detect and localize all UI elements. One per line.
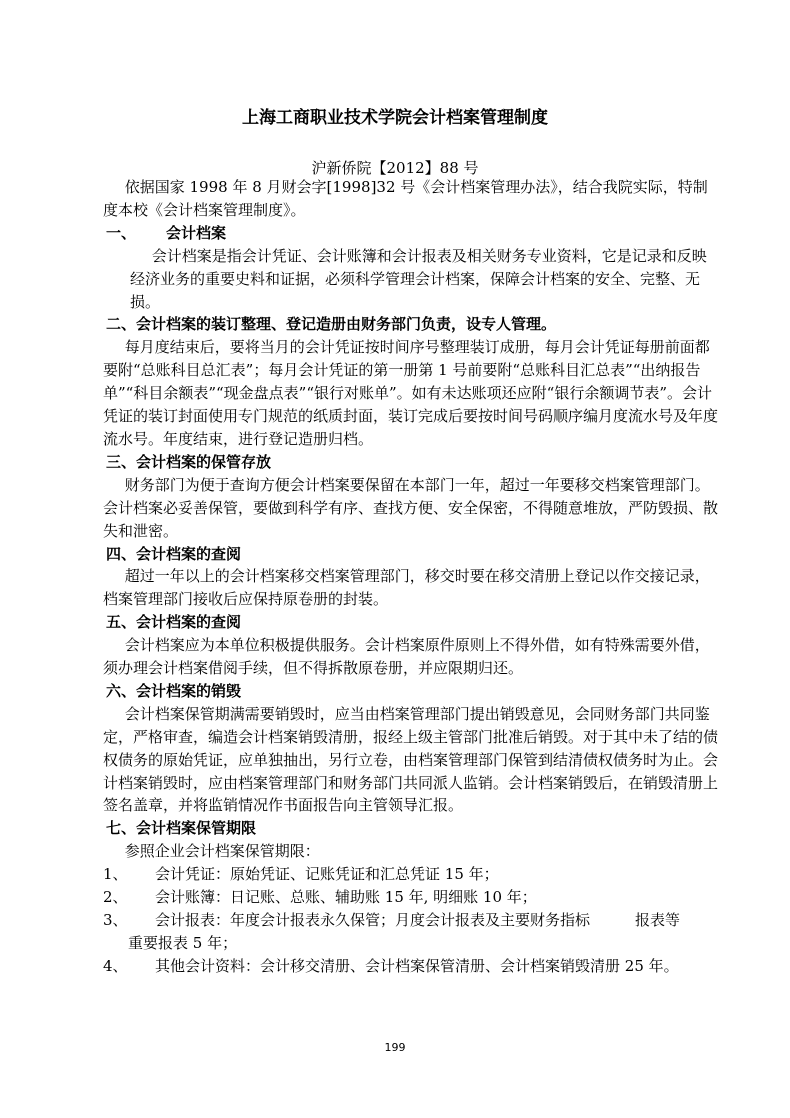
list-item-number: 2、 — [103, 888, 128, 907]
section-1-title: 会计档案 — [166, 223, 227, 242]
list-item-text: 会计账簿：日记账、总账、辅助账 15 年, 明细账 10 年； — [155, 888, 537, 907]
list-item-number: 4、 — [103, 956, 128, 975]
list-item — [103, 886, 719, 909]
list-item — [103, 955, 719, 978]
section-6-body: 会计档案保管期满需要销毁时，应当由档案管理部门提出销毁意见，会同财务部门共同鉴定，严格审查，编造会计档案销毁清册，报经上级主管部门批准后销毁。对于其中未了结的债权债务的原始凭证，应单独抽出，另行立卷，由档案管理部门保管到结清债权债务时为止。会计档案销毁时，应由档案管理部门和财务部门共同派人监销。会计档案销毁后，在销毁清册上签名盖章，并将监销情况作书面报告向主管领导汇报。 — [103, 704, 719, 815]
list-item-text: 会计凭证：原始凭证、记账凭证和汇总凭证 15 年； — [155, 865, 499, 884]
list-item-number: 1、 — [103, 865, 128, 884]
section-7-intro: 参照企业会计档案保管期限： — [124, 842, 320, 861]
section-5-heading: 五、会计档案的查阅 — [106, 613, 242, 632]
section-5-body: 会计档案应为本单位积极提供服务。会计档案原件原则上不得外借，如有特殊需要外借，须办理会计档案借阅手续，但不得拆散原卷册，并应限期归还。 — [103, 636, 710, 678]
section-3-heading: 三、会计档案的保管存放 — [106, 452, 272, 471]
section-1-number: 一、 — [106, 223, 137, 242]
page-number: 199 — [384, 1041, 406, 1054]
page-title: 上海工商职业技术学院会计档案管理制度 — [242, 108, 548, 128]
section-4-heading: 四、会计档案的查阅 — [106, 544, 242, 563]
list-item-text: 其他会计资料：会计移交清册、会计档案保管清册、会计档案销毁清册 25 年。 — [155, 956, 679, 975]
section-1-heading — [103, 222, 719, 245]
section-2-heading: 二、会计档案的装订整理、登记造册由财务部门负责，设专人管理。 — [106, 315, 557, 334]
list-item-number: 3、 — [103, 911, 128, 929]
section-1-body: 会计档案是指会计凭证、会计账簿和会计报表及相关财务专业资料，它是记录和反映经济业务的重要史料和证据，必须科学管理会计档案，保障会计档案的安全、完整、无损。 — [130, 246, 707, 311]
section-7-heading: 七、会计档案保管期限 — [106, 819, 257, 838]
document-number: 沪新侨院【2012】88 号 — [311, 159, 479, 177]
list-item — [103, 863, 719, 886]
section-3-body: 财务部门为便于查询方便会计档案要保留在本部门一年，超过一年要移交档案管理部门。会计档案必妥善保管，要做到科学有序、查找方便、安全保密，不得随意堆放，严防毁损、散失和泄密。 — [103, 475, 719, 540]
list-item — [103, 909, 719, 932]
section-2-body: 每月度结束后，要将当月的会计凭证按时间序号整理装订成册，每月会计凭证每册前面都要附“总账科目总汇表”；每月会计凭证的第一册第 1 号前要附“总账科目汇总表”“出纳报告单”“科目余额表”“现金盘点表”“银行对账单”。如有未达账项还应附“银行余额调节表”。会计凭证的装订封面使用专门规范的纸质封面，装订完成后要按时间号码顺序编月度流水号及年度流水号。年度结束，进行登记造册归档。 — [103, 338, 719, 448]
document-body — [103, 176, 719, 978]
section-4-body: 超过一年以上的会计档案移交档案管理部门，移交时要在移交清册上登记以作交接记录，档案管理部门接收后应保持原卷册的封装。 — [103, 567, 710, 609]
section-6-heading: 六、会计档案的销毁 — [106, 681, 242, 700]
list-item-text: 会计报表：年度会计报表永久保管；月度会计报表及主要财务指标 报表等 — [155, 911, 681, 929]
intro-paragraph: 依据国家 1998 年 8 月财会字[1998]32 号《会计档案管理办法》，结合我院实际，特制度本校《会计档案管理制度》。 — [103, 178, 708, 219]
list-item-continuation: 重要报表 5 年； — [128, 933, 238, 952]
